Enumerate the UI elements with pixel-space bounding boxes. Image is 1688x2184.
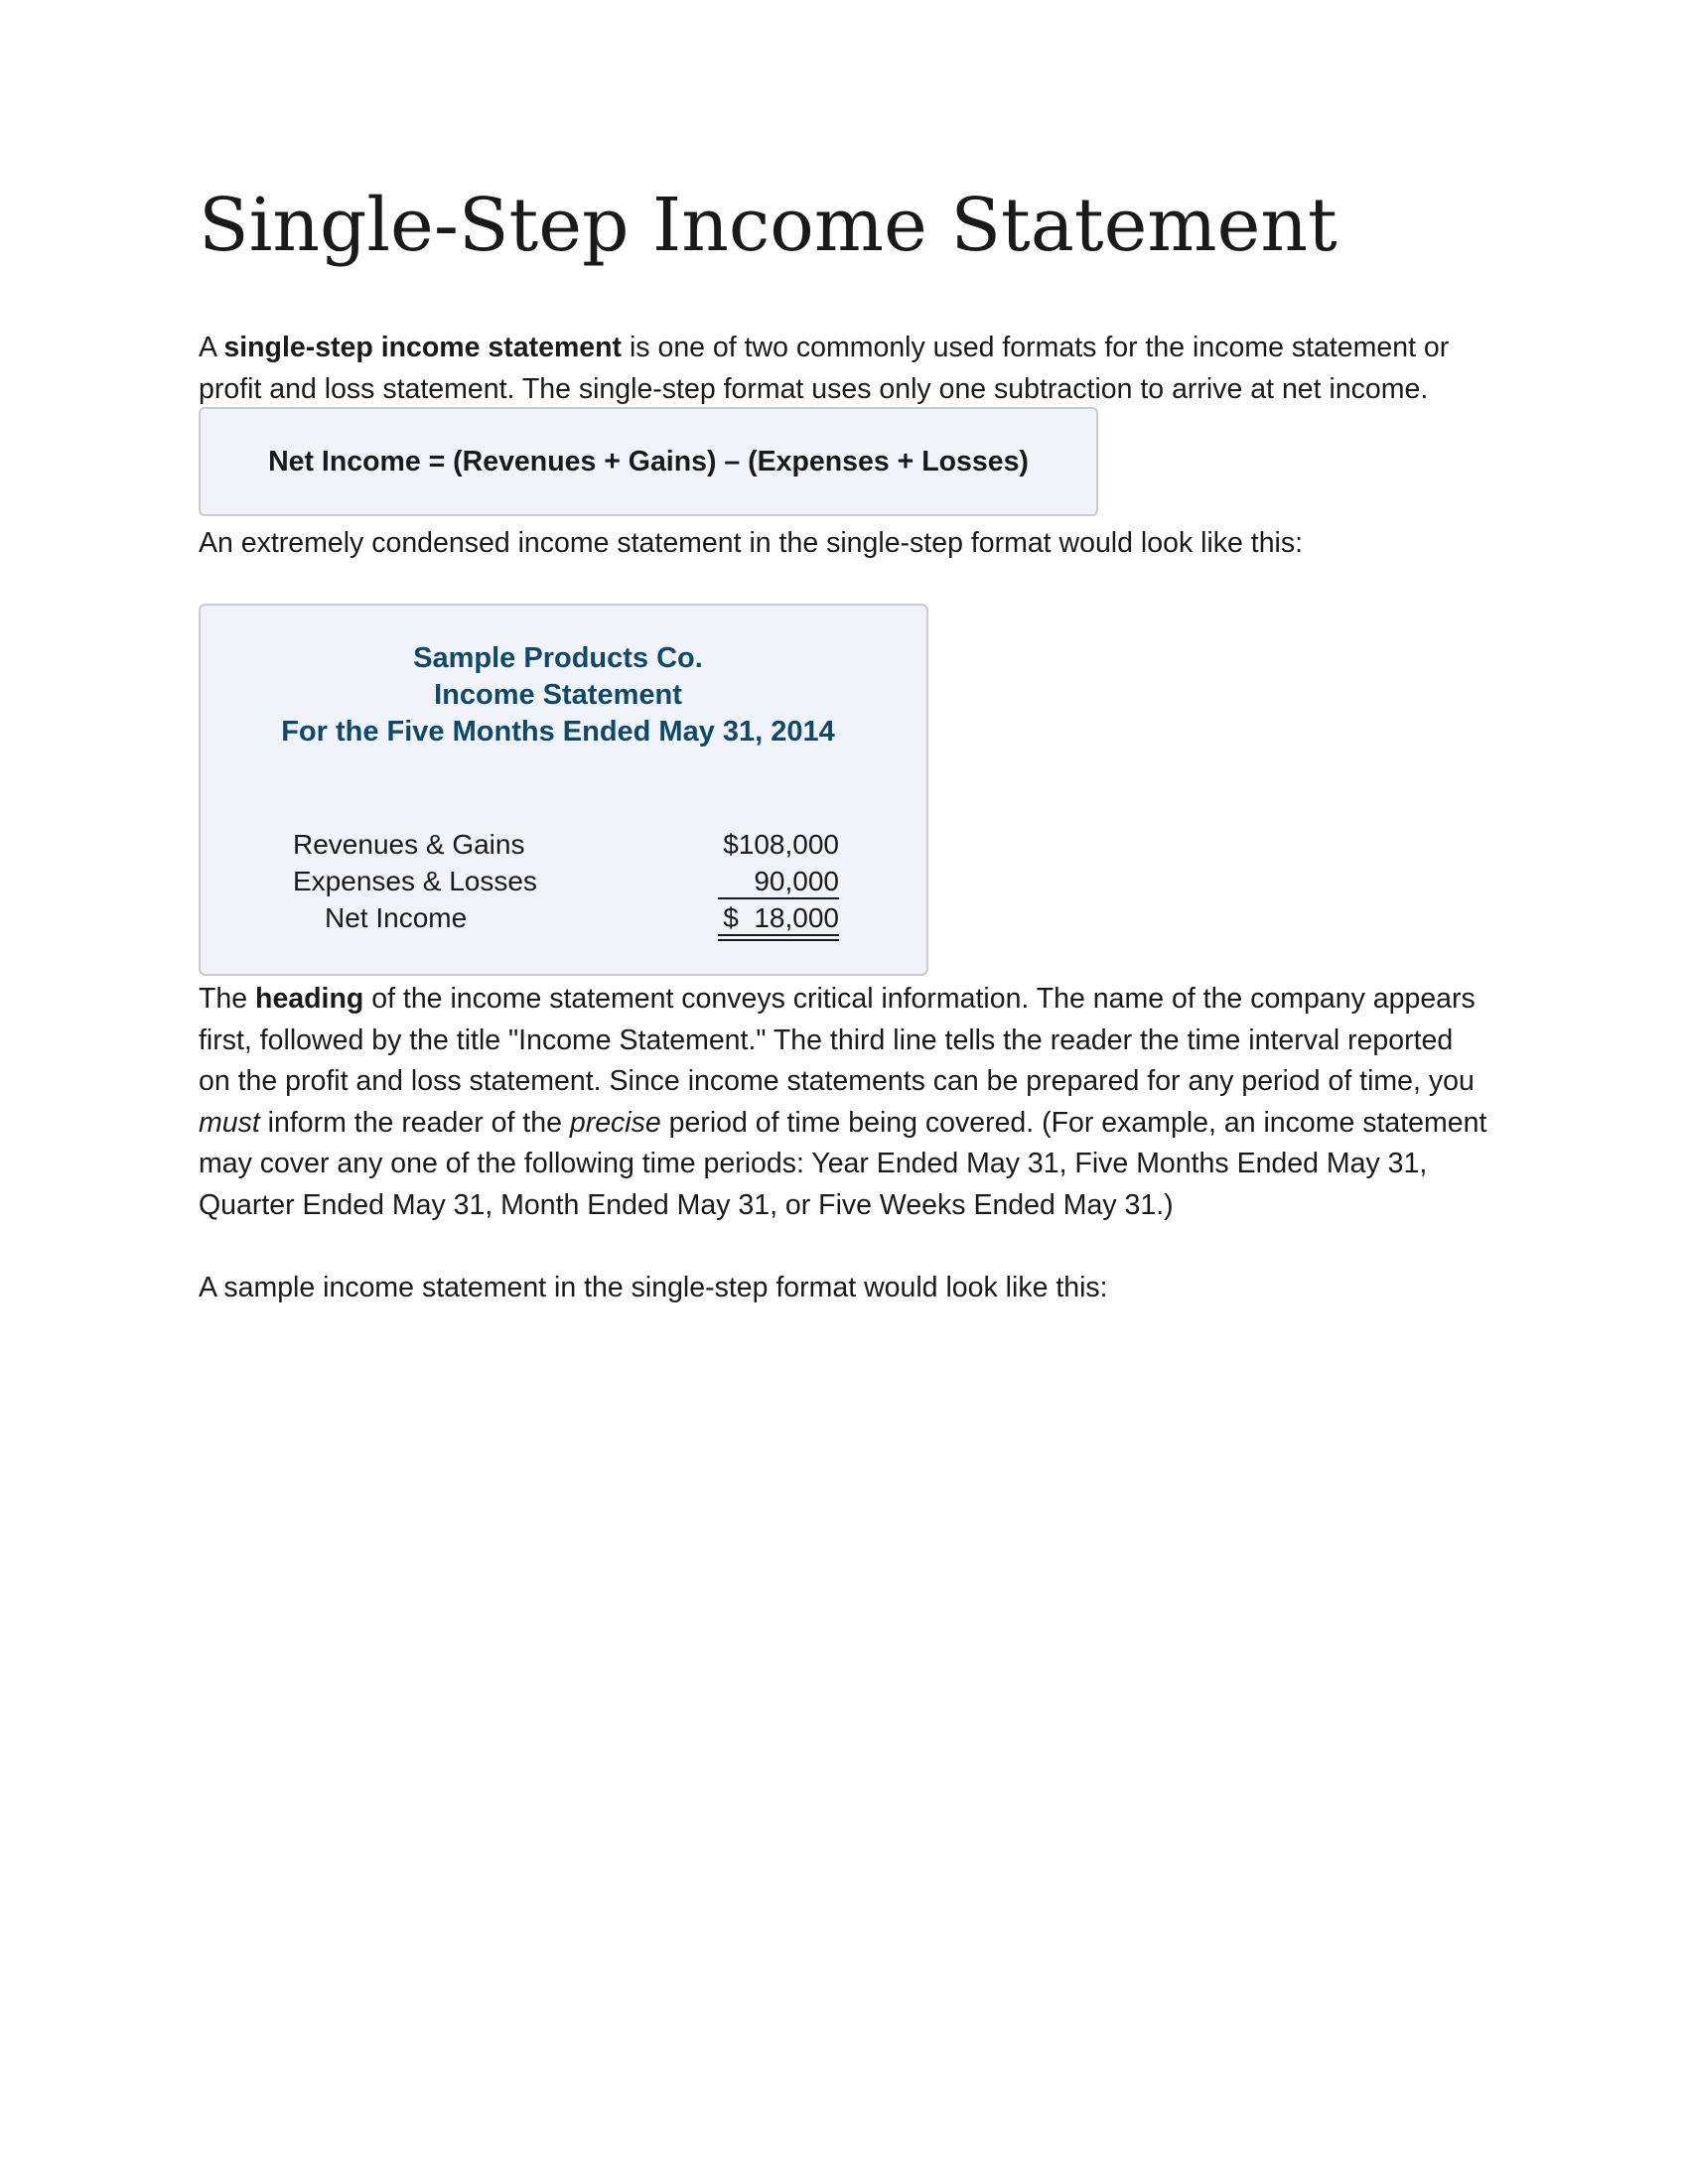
statement-row-revenues: [201, 826, 930, 863]
statement-row-amount: $ 18,000: [723, 902, 839, 933]
statement-row-label: Revenues & Gains: [293, 829, 525, 860]
heading-text-post: period of time being covered. (For example, an income statement may cover any one of the following time periods: Year Ended May 31, Five Months Ended May 31, Quarter Ended May 31, Month Ended May 31, or Five Weeks Ended May 31.): [199, 1106, 1487, 1221]
heading-emphasis-precise: precise: [569, 1106, 661, 1139]
statement-title: Income Statement: [434, 679, 682, 711]
condensed-income-statement-image: [199, 604, 928, 976]
heading-paragraph: [199, 979, 1489, 1226]
intro-text-pre: A: [199, 332, 224, 363]
statement-row-amount: 90,000: [754, 866, 839, 896]
statement-company: Sample Products Co.: [413, 642, 703, 674]
page-title: Single-Step Income Statement: [199, 183, 1337, 268]
heading-text-mid1: of the income statement conveys critical information. The name of the company appears first, followed by the title "Income Statement." The third line tells the reader the time interval reported on the profit and loss statement. Since income statements can be prepared for any period of time, you: [199, 983, 1476, 1097]
statement-row-net-income: [201, 899, 930, 936]
condensed-lead-paragraph: An extremely condensed income statement in the single-step format would look like this:: [199, 527, 1304, 559]
heading-text-pre: The: [199, 983, 256, 1015]
double-underline: [718, 934, 839, 941]
intro-text-post: is one of two commonly used formats for the income statement or profit and loss statement. The single-step format uses only one subtraction to arrive at net income.: [199, 332, 1450, 405]
formula-text: Net Income = (Revenues + Gains) – (Expenses + Losses): [268, 445, 1029, 478]
heading-emphasis-must: must: [199, 1106, 260, 1139]
statement-period: For the Five Months Ended May 31, 2014: [281, 716, 835, 748]
statement-row-label: Expenses & Losses: [293, 866, 537, 896]
formula-image: [199, 407, 1098, 516]
heading-term: heading: [255, 983, 364, 1015]
statement-row-expenses: [201, 863, 930, 899]
intro-paragraph: [199, 328, 1489, 410]
intro-term: single-step income statement: [223, 332, 623, 363]
sample-lead-paragraph: A sample income statement in the single-step format would look like this:: [199, 1272, 1108, 1303]
statement-row-amount: $108,000: [723, 829, 839, 860]
heading-text-mid2: inform the reader of the: [259, 1106, 570, 1139]
statement-heading: [201, 640, 915, 751]
statement-row-label: Net Income: [325, 902, 468, 933]
